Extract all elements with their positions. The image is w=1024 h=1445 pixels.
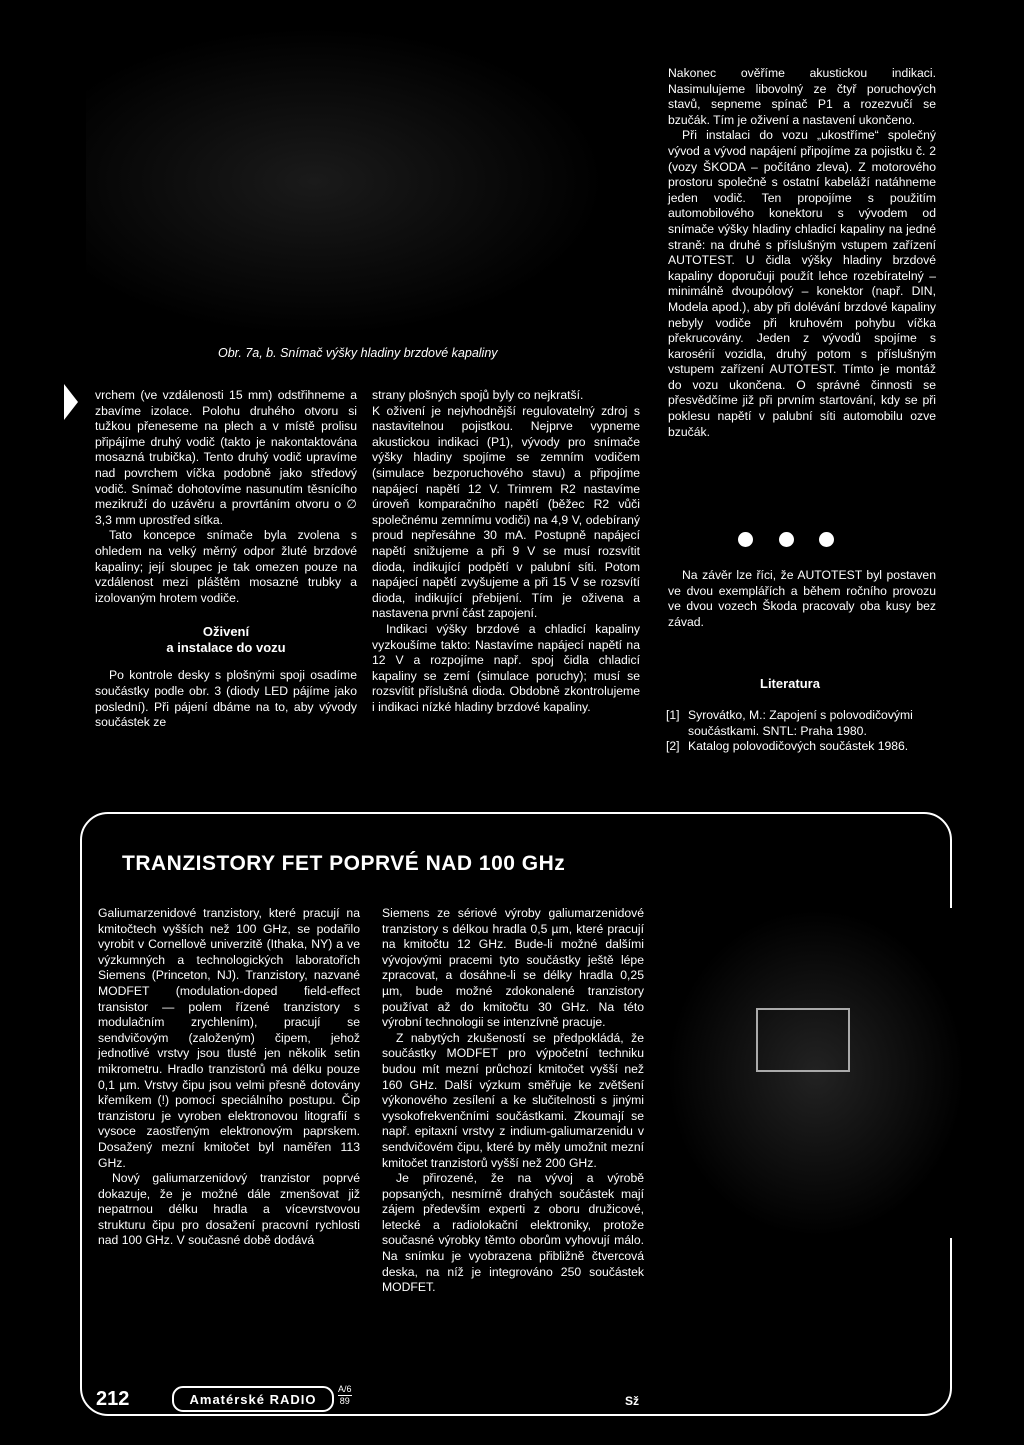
issue-bottom: 89 (339, 1396, 350, 1406)
paragraph: Po kontrole desky s plošnými spoji osadíme součástky podle obr. 3 (diody LED pájíme jako poslední). Při pájení dbáme na to, aby vývody součástek ze (95, 668, 357, 730)
magazine-logo: Amatérské RADIO (172, 1386, 334, 1412)
text-column-3 (668, 66, 936, 440)
paragraph: K oživení je nejvhodnější regulovatelný zdroj s nastavitelnou pojistkou. Nejprve vypneme akustickou indikaci (P1), vývody pro snímače výšky hladiny spojíme se zemním vodičem (simulace bezporuchového stavu) a připojíme napájecí napětí 12 V. Trimrem R2 nastavíme úroveň komparačního napětí (běžec R2 vůči společnému zemnímu vodiči) na 4,9 V, odebíraný proud nepřesáhne 30 mA. Postupně napájecí napětí snižujeme a při 9 V se musí rozsvítit dioda, indikující podpětí v palubní síti. Potom napájecí napětí zvyšujeme a při 15 V se rozsvítí dioda, indikující přebijení. Tím je oživena a nastavena první část zapojení. (372, 403, 640, 621)
paragraph: Tato koncepce snímače byla zvolena s ohledem na velký měrný odpor žluté brzdové kapaliny; její sloupec je tak omezen pouze na vzdálenost mezi pláštěm mosazné trubky a izolovaným hrotem vodiče. (95, 528, 357, 605)
article-title: TRANZISTORY FET POPRVÉ NAD 100 GHz (122, 852, 566, 875)
paragraph: Nový galiumarzenidový tranzistor poprvé dokazuje, že je možné dále zmenšovat již nepatrnou délku hradla a vícevrstvovou strukturu čipu pro dosažení pracovní rychlosti nad 100 GHz. V současné době dodává (98, 1171, 360, 1248)
paragraph: strany plošných spojů byly co nejkratší. (372, 388, 584, 402)
literature-list (666, 708, 966, 755)
literature-item (666, 708, 966, 739)
literature-text: Katalog polovodičových součástek 1986. (688, 739, 909, 754)
literature-number: [1] (666, 708, 680, 722)
literature-title: Literatura (760, 676, 820, 691)
figure-caption: Obr. 7a, b. Snímač výšky hladiny brzdové kapaliny (218, 346, 498, 360)
page-number: 212 (96, 1388, 130, 1410)
article-signature: Sž (625, 1394, 640, 1408)
figure-photo-7ab (86, 0, 656, 330)
section-separator-dots (738, 532, 834, 547)
issue-number (338, 1384, 352, 1407)
paragraph: Je přirozené, že na vývoj a výrobě popsaných, nesmírně drahých součástek mají zájem především experti z oboru družicové, letecké a radiolokační elektroniky, protože současné výrobky těmto oborům vyhovují málo. Na snímku je vyobrazena přibližně čtvercová deska, na níž je integrováno 250 součástek MODFET. (382, 1171, 644, 1295)
paragraph: Z nabytých zkušeností se předpokládá, že součástky MODFET pro výpočetní techniku budou mít mezní průchozí kmitočet vyšší než 160 GHz. Další výzkum směřuje ke zvětšení výkonového zesílení a ke slučitelnosti s jinými vysokofrekvenčními součástkami. Zkoumají se např. epitaxní vrstvy z indium-galiumarzenidu v sendvičovém čipu, které by měly umožnit mezní kmitočet tranzistorů vyšší než 200 GHz. (382, 1030, 644, 1170)
literature-item (666, 739, 966, 755)
chip-photo-element (756, 1008, 850, 1072)
paragraph: Galiumarzenidové tranzistory, které pracují na kmitočtech vyšších než 100 GHz, se podařilo vyrobit v Cornellově univerzitě (Ithaka, NY) a ve výzkumných a technologických laboratořích Siemens (Princeton, NJ). Tranzistory, nazvané MODFET (modulation-doped field-effect transistor — polem řízené tranzistory s modulačním zrychlením), pracují se sendvičovým (založeným) čipem, jehož jednotlivé vrstvy jsou tlusté jen několik setin mikrometru. Hradlo tranzistorů má délku pouze 0,1 µm. Vrstvy čipu jsou velmi přesně dotovány křemíkem (!) pomocí speciálního postupu. Čip tranzistoru je vyroben elektronovou litografií s vysoce zaostřeným elektronovým paprskem. Dosažený mezní kmitočet byl naměřen 113 GHz. (98, 906, 360, 1170)
paragraph: Při instalaci do vozu „ukostříme“ společný vývod a vývod napájení připojíme za pojistku č. 2 (vozy ŠKODA – počítáno zleva). Z motorového prostoru společně s ostatní kabeláží natáhneme jeden vodič. Ten propojíme s použitím automobilového konektoru s vývodem od snímače výšky hladiny chladicí kapaliny na jedné straně: na druhé s příslušným vstupem zařízení AUTOTEST. U čidla výšky hladiny brzdové kapaliny doporučuji použít lehce rozebíratelný – minimálně dvoupólový – konektor (např. DIN, Modela apod.), aby při dolévání brzdové kapaliny nebyly vodiče při kruhovém pohybu víčka překrucovány. Jeden z vývodů spojíme s karosérií vozidla, druhý potom s příslušným vstupem zařízení AUTOTEST. Tímto je montáž do vozu ukončena. O správné činnosti se přesvědčíme již při prvním startování, kdy se při poklesu napětí v palubní síti automobilu ozve bzučák. (668, 128, 936, 439)
literature-number: [2] (666, 739, 680, 754)
paragraph: Siemens ze sériové výroby galiumarzenidové tranzistory s délkou hradla 0,5 µm, které pracují na kmitočtu 12 GHz. Bude-li možné dalšími vývojovými pracemi tyto součástky ještě lépe zpracovat, a dosáhne-li se délky hradla 0,25 µm, bude možné zdokonalené tranzistory používat až do kmitočtu 30 GHz. Na této výrobní technologii se intenzívně pracuje. (382, 906, 644, 1030)
paragraph: Indikaci výšky brzdové a chladicí kapaliny vyzkoušíme takto: Nastavíme napájecí napětí na 12 V a rozpojíme např. spoj čidla chladicí kapaliny se zemí (simulace poruchy); musí se rozsvítit příslušná dioda. Obdobně zkontrolujeme i indikaci nízké hladiny brzdové kapaliny. (372, 621, 640, 714)
article-column-1 (98, 906, 360, 1249)
paragraph: vrchem (ve vzdálenosti 15 mm) odstřihneme a zbavíme izolace. Polohu druhého otvoru si tužkou přeneseme na plech a v místě prolisu připájíme druhý vodič (takto je nakontaktována mosazná trubička). Tento druhý vodič upravíme nad povrchem víčka podobně jako středový vodič. Snímač dohotovíme nasunutím těsnícího mezikruží do uzávěru a provrtáním otvoru o ∅ 3,3 mm uprostřed sítka. (95, 388, 357, 527)
article-photo-chip (666, 908, 966, 1238)
issue-top: A/6 (338, 1384, 352, 1394)
continuation-arrow-icon (64, 384, 78, 420)
conclusion-column (668, 568, 936, 630)
dot-icon (819, 532, 834, 547)
dot-icon (779, 532, 794, 547)
paragraph: Nakonec ověříme akustickou indikaci. Nasimulujeme libovolný ze čtyř poruchových stavů, sepneme spínač P1 a rozezvučí se bzučák. Tím je oživení a nastavení ukončeno. (668, 66, 936, 127)
article-column-2 (382, 906, 644, 1296)
text-column-2 (372, 388, 640, 715)
dot-icon (738, 532, 753, 547)
paragraph: Na závěr lze říci, že AUTOTEST byl postaven ve dvou exemplářích a během ročního provozu ve dvou vozech Škoda pracovaly oba kusy bez závad. (668, 568, 936, 629)
text-column-1 (95, 388, 357, 731)
literature-text: Syrovátko, M.: Zapojení s polovodičovými součástkami. SNTL: Praha 1980. (688, 708, 913, 738)
section-heading: Oživení a instalace do vozu (166, 624, 286, 656)
